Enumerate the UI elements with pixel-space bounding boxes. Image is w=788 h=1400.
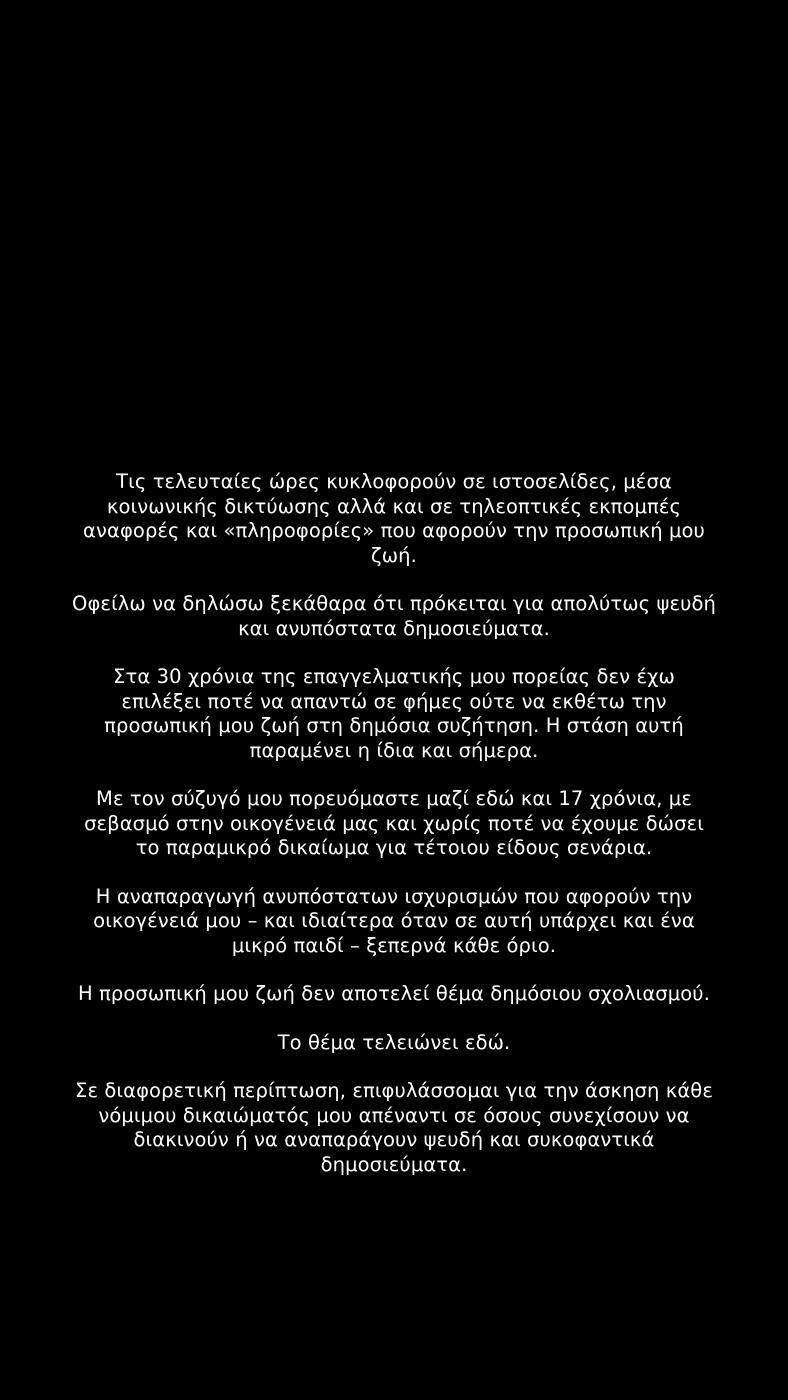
paragraph-legal xyxy=(30,1079,758,1177)
statement-line: επιλέξει ποτέ να απαντώ σε φήμες ούτε να εκθέτω την xyxy=(121,689,667,713)
statement-line: Σε διαφορετική περίπτωση, επιφυλάσσομαι για την άσκηση κάθε xyxy=(75,1079,713,1102)
statement-line: Οφείλω να δηλώσω ξεκάθαρα ότι πρόκειται για απολύτως ψευδή xyxy=(72,592,716,615)
statement-line: δημοσιεύματα. xyxy=(320,1152,468,1176)
statement-line: Με τον σύζυγό μου πορευόμαστε μαζί εδώ και 17 χρόνια, με xyxy=(96,787,692,810)
statement-line: Η προσωπική μου ζωή δεν αποτελεί θέμα δημόσιου σχολιασμού. xyxy=(78,982,710,1005)
statement-line: ζωή. xyxy=(371,543,417,567)
statement-line: Στα 30 χρόνια της επαγγελματικής μου πορείας δεν έχω xyxy=(113,665,675,688)
statement-line: οικογένειά μου – και ιδιαίτερα όταν σε αυτή υπάρχει και ένα xyxy=(93,909,695,932)
statement-line: το παραμικρό δικαίωμα για τέτοιου είδους σενάρια. xyxy=(135,836,653,859)
statement-line: μικρό παιδί – ξεπερνά κάθε όριο. xyxy=(231,933,557,957)
paragraph-family xyxy=(30,885,758,959)
paragraph-private-life xyxy=(30,982,758,1007)
statement-line: και ανυπόστατα δημοσιεύματα. xyxy=(238,616,550,640)
statement-line: αναφορές και «πληροφορίες» που αφορούν την προσωπική μου xyxy=(83,519,705,542)
paragraph-denial xyxy=(30,592,758,641)
statement-text xyxy=(30,470,758,1201)
paragraph-career xyxy=(30,665,758,763)
paragraph-intro xyxy=(30,470,758,568)
statement-line: Το θέμα τελειώνει εδώ. xyxy=(277,1030,511,1054)
statement-line: κοινωνικής δικτύωσης αλλά και σε τηλεοπτικές εκπομπές xyxy=(106,494,682,518)
statement-line: παραμένει η ίδια και σήμερα. xyxy=(249,738,539,762)
statement-line: διακινούν ή να αναπαράγουν ψευδή και συκοφαντικά xyxy=(133,1128,655,1151)
statement-line: Τις τελευταίες ώρες κυκλοφορούν σε ιστοσελίδες, μέσα xyxy=(116,470,672,493)
statement-line: νόμιμου δικαιώματός μου απέναντι σε όσους συνεχίσουν να xyxy=(98,1103,690,1127)
paragraph-closing xyxy=(30,1031,758,1056)
paragraph-spouse xyxy=(30,787,758,861)
statement-line: Η αναπαραγωγή ανυπόστατων ισχυρισμών που αφορούν την xyxy=(95,884,693,908)
statement-line: σεβασμό στην οικογένειά μας και χωρίς ποτέ να έχουμε δώσει xyxy=(84,811,704,835)
statement-line: προσωπική μου ζωή στη δημόσια συζήτηση. Η στάση αυτή xyxy=(104,714,684,737)
